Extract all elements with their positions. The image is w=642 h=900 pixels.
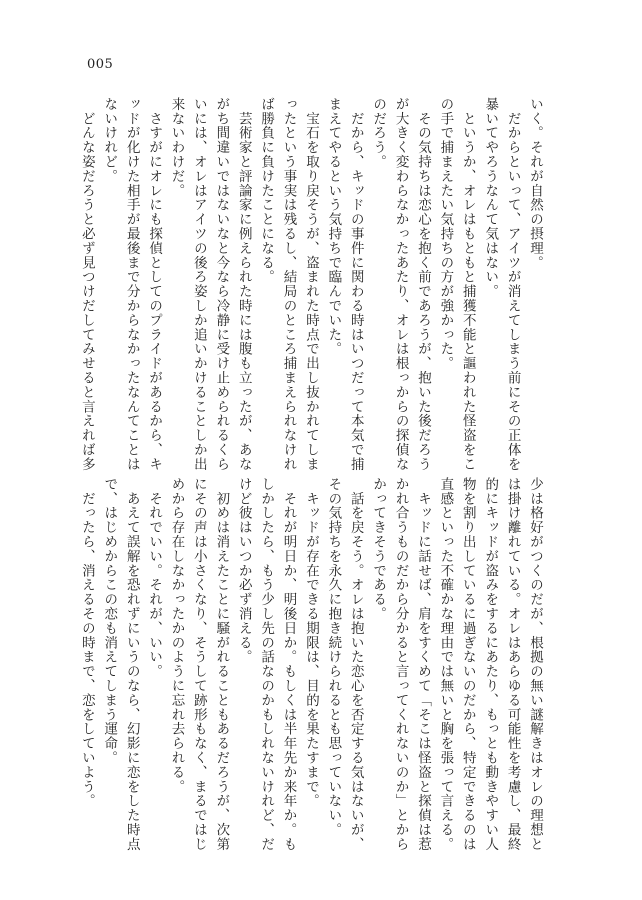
text-line: 初めは消えたことに騒がれることもあるだろうが、次第 <box>213 477 230 852</box>
text-line: しかしたら、もう少し先の話なのかもしれないけれど、だ <box>258 477 275 852</box>
text-line: それが明日か、明後日か。もしくは半年先か来年か。も <box>280 477 297 852</box>
page-number: 005 <box>87 57 114 72</box>
text-line: その気持ちは恋心を抱く前であろうが、抱いた後だろう <box>414 97 431 472</box>
text-block-top <box>76 97 546 472</box>
text-line: がち間違いではないなと今なら冷静に受け止められるくら <box>213 97 230 472</box>
text-line: 宝石を取り戻そうが、盗まれた時点で出し抜かれてしま <box>302 97 319 472</box>
text-line: キッドに話せば、肩をすくめて「そこは怪盗と探偵は惹 <box>414 477 431 852</box>
text-line: どんな姿だろうと必ず見つけだしてみせると言えれば多 <box>78 97 95 472</box>
text-line: にその声は小さくなり、そうして跡形もなく、まるではじ <box>190 477 207 852</box>
text-line: が大きく変わらなかったあたり、オレは根っからの探偵な <box>392 97 409 472</box>
text-line: けど彼はいつか必ず消える。 <box>235 477 252 665</box>
text-line: いく。それが自然の摂理。 <box>527 97 543 270</box>
text-line: それでいい。それが、いい。 <box>146 477 163 679</box>
text-line: かってきそうである。 <box>370 477 387 621</box>
text-line: その気持ちを永久に抱き続けられるとも思っていない。 <box>325 477 342 837</box>
text-block-bottom <box>76 477 546 852</box>
text-line: かれ合うものだから分かると言ってくれないのか」とから <box>392 477 409 852</box>
text-line: ないけれど。 <box>101 97 118 184</box>
text-line: 的にキッドが盗みをするにあたり、もっとも動きやすい人 <box>482 477 499 852</box>
text-line: 物を割り出しているに過ぎないのだから、特定できるのは <box>459 477 476 852</box>
text-line: というか、オレはもともと捕獲不能と謳われた怪盗をこ <box>459 97 476 472</box>
text-line: で、はじめからこの恋も消えてしまう運命。 <box>101 477 118 765</box>
text-line: ッドが化けた相手が最後まで分からなかったなんてことは <box>123 97 140 472</box>
text-line: いには、オレはアイツの後ろ姿しか追いかけることしか出 <box>190 97 207 472</box>
text-line: 来ないわけだ。 <box>168 97 185 198</box>
text-line: だったら、消えるその時まで、恋をしていよう。 <box>78 477 95 809</box>
text-line: 話を戻そう。オレは抱いた恋心を否定する気はないが、 <box>347 477 364 852</box>
text-line: ったという事実は残るし、結局のところ捕まえられなけれ <box>280 97 297 472</box>
text-line: だからといって、アイツが消えてしまう前にその正体を <box>504 97 521 472</box>
text-line: めから存在しなかったかのように忘れ去られる。 <box>168 477 185 794</box>
text-line: は掛け離れている。オレはあらゆる可能性を考慮し、最終 <box>504 477 521 852</box>
text-line: 暴いてやろうなんて気はない。 <box>482 97 499 299</box>
text-line: さすがにオレにも探偵としてのプライドがあるから、キ <box>146 97 163 472</box>
text-line: 少は格好がつくのだが、根拠の無い謎解きはオレの理想と <box>527 477 543 852</box>
text-line: あえて誤解を恐れずにいうのなら、幻影に恋をした時点 <box>123 477 140 852</box>
text-line: のだろう。 <box>370 97 387 169</box>
text-line: ば勝負に負けたことになる。 <box>258 97 275 285</box>
text-line: だから、キッドの事件に関わる時はいつだって本気で捕 <box>347 97 364 472</box>
text-line: の手で捕まえたい気持ちの方が強かった。 <box>437 97 454 371</box>
text-line: まえてやるという気持ちで臨んでいた。 <box>325 97 342 357</box>
text-line: 芸術家と評論家に例えられた時には腹も立ったが、あな <box>235 97 252 472</box>
text-line: 直感といった不確かな理由では無いと胸を張って言える。 <box>437 477 454 852</box>
text-line: キッドが存在できる期限は、目的を果たすまで。 <box>302 477 319 809</box>
